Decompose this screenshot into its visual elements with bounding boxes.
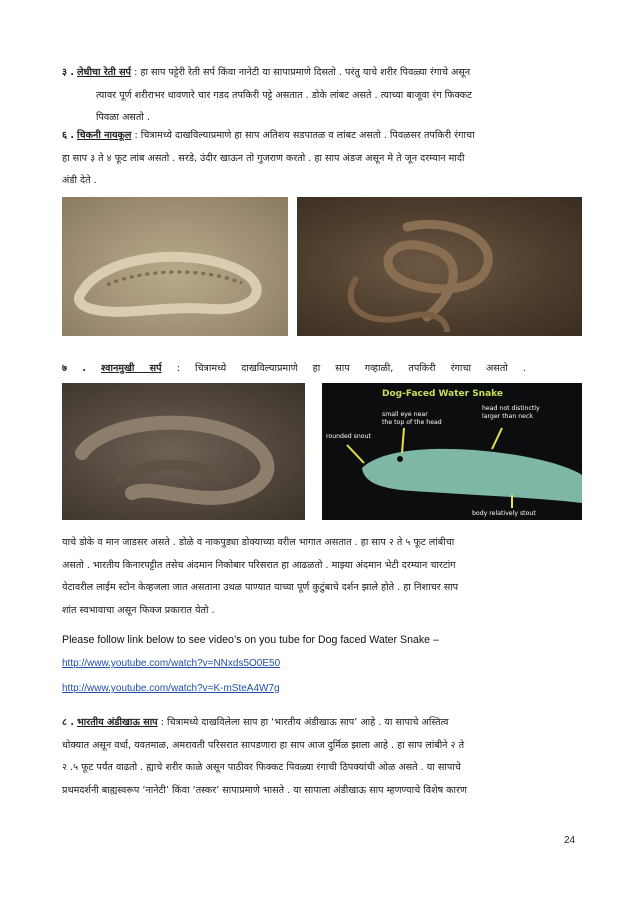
section-7-para-line2: असतो . भारतीय किनारपट्टीत तसेच अंदमान निकोबार परिसरात हा आढळतो . माझ्या अंदमान भेटी दरम्यान चारटांग [62, 559, 456, 571]
dog-faced-water-snake-diagram [322, 383, 582, 520]
section-8-line1: : चित्रामध्ये दाखविलेला साप हा ‘भारतीय अंडीखाऊ साप’ आहे . या सापाचे अस्तित्व [160, 717, 449, 728]
section-3-title: लेधीचा रेती सर्प [77, 67, 132, 78]
section-8-line2: धोक्यात असून वर्धा, यवतमाळ, अमरावती परिसरात सापडणारा हा साप आज दुर्मिळ झाला आहे . हा साप लांबीने २ ते [62, 739, 465, 751]
section-6-line2: हा साप ३ ते ४ फूट लांब असतो . सरडे, उंदीर खाऊन तो गुजराण करतो . हा साप अंडज असून मे ते जून दरम्यान मादी [62, 152, 465, 164]
section-6-line1: : चित्रामध्ये दाखविल्याप्रमाणे हा साप अतिशय सडपातळ व लांबट असतो . पिवळसर तपकिरी रंगाचा [134, 130, 475, 141]
dog-faced-water-snake-photo [62, 383, 305, 520]
section-8-line4: प्रथमदर्शनी बाह्यस्वरूप ‘नानेटी’ किंवा ‘तस्कर’ सापाप्रमाणे भासते . या सापाला अंडीखाऊ साप म्हणण्याचे विशेष कारण [62, 784, 467, 796]
section-7-paragraph [62, 532, 578, 622]
video-note: Please follow link below to see video’s on you tube for Dog faced Water Snake – [62, 634, 439, 646]
section-3-number: ३ . [62, 67, 74, 78]
section-7-title: श्वानमुखी सर्प [101, 363, 162, 374]
section-6-title: चिकनी नायकूल [77, 130, 132, 141]
section-7-number: ७ . [62, 363, 86, 374]
section-7-line1: : चित्रामध्ये दाखविल्याप्रमाणे हा साप गव्हाळी, तपकिरी रंगाचा असतो . [176, 363, 526, 374]
youtube-link-2[interactable]: http://www.youtube.com/watch?v=K-mSteA4W7g [62, 683, 280, 694]
section-6-line3: अंडी देते . [62, 175, 97, 186]
lined-sand-snake-photo [62, 197, 288, 336]
section-7-para-line4: शांत स्वभावाचा असून फिक्ज प्रकारात येतो . [62, 604, 215, 616]
section-3 [62, 62, 578, 130]
section-7-heading [62, 358, 578, 381]
page-number: 24 [564, 835, 576, 846]
section-7-para-line3: येटावरील लाईम स्टोन केव्हजला जात असताना उथळ पाण्यात याच्या पूर्ण कुटुंबाचे दर्शन झाले होते . हा निशाचर साप [62, 582, 459, 593]
glossy-racer-photo [297, 197, 582, 336]
section-8-line3: २ .५ फूट पर्यंत वाढतो . ह्याचे शरीर काळे असून पाठीवर फिक्कट पिवळ्या रंगाची ठिपक्यांची ओळ असते . या सापाचे [62, 762, 461, 773]
label-head-not-distinct: head not distinctly larger than neck [482, 405, 540, 420]
label-rounded-snout: rounded snout [326, 433, 371, 440]
section-3-line2: त्यावर पूर्ण शरीराभर धावणारे चार गडद तपकिरी पट्टे असतात . डोके लांबट असते . त्याच्या बाजूवा रंग फिक्कट [96, 89, 472, 101]
section-3-line3: पिवळा असतो . [96, 112, 150, 123]
label-small-eye: small eye near the top of the head [382, 411, 442, 426]
section-8-number: ८ . [62, 717, 74, 728]
diagram-title: Dog-Faced Water Snake [382, 389, 504, 399]
section-3-line1: : हा साप पट्टेरी रेती सर्प किंवा नानेटी या सापाप्रमाणे दिसतो . परंतु याचे शरीर पिवळ्या रंगाचे असून [134, 67, 471, 78]
section-6-number: ६ . [62, 130, 74, 141]
section-8-title: भारतीय अंडीखाऊ साप [77, 717, 158, 728]
label-body-stout: body relatively stout [472, 510, 536, 517]
section-7-para-line1: याचे डोके व मान जाडसर असते . डोळे व नाकपुड्या डोक्याच्या वरील भागात असतात . हा साप २ ते ५ फूट लांबीचा [62, 537, 455, 548]
youtube-link-1[interactable]: http://www.youtube.com/watch?v=NNxds5O0E50 [62, 658, 281, 669]
section-6 [62, 125, 578, 193]
section-8 [62, 712, 578, 802]
